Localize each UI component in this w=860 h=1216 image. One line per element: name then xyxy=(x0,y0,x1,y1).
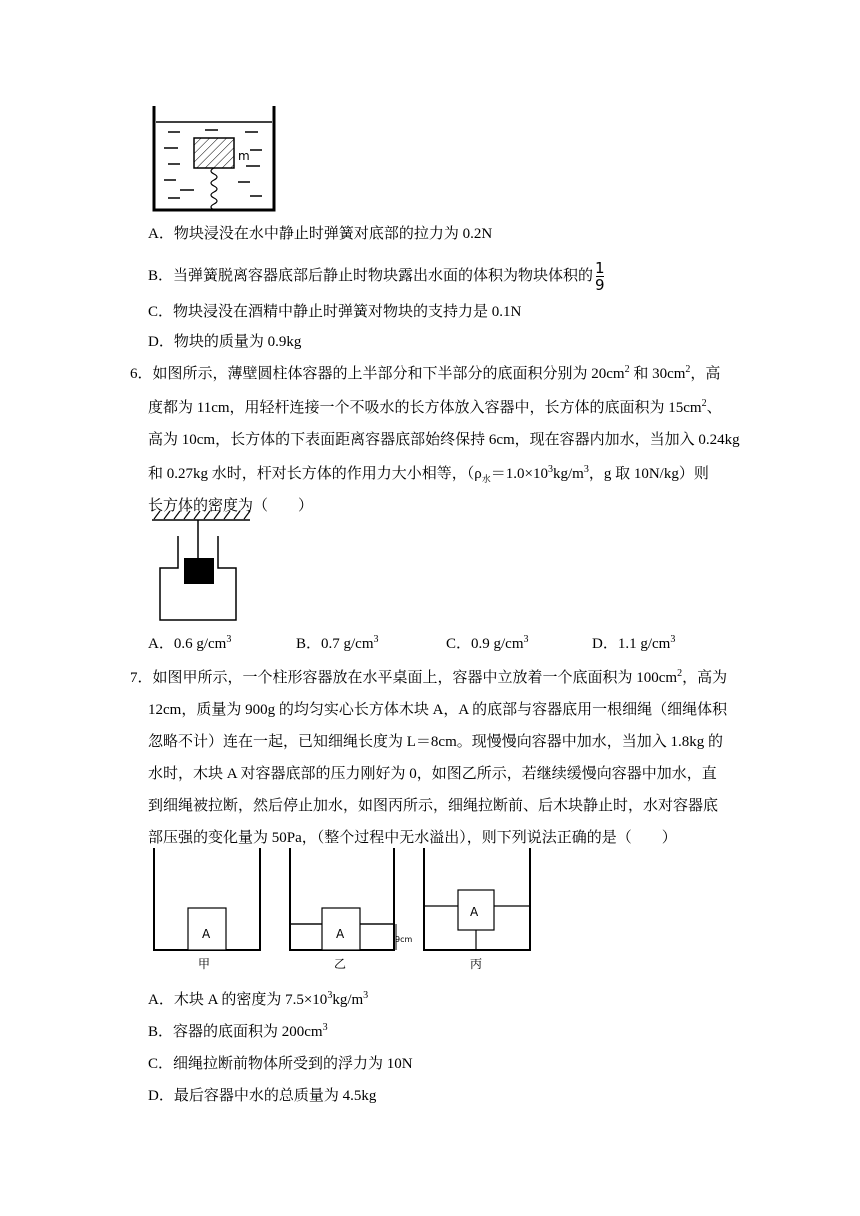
figure-q7-containers xyxy=(148,846,538,974)
q7-stem-line1: 7．如图甲所示，一个柱形容器放在水平桌面上，容器中立放着一个底面积为 $100cm^2$，高为 xyxy=(130,668,728,686)
fraction-denominator: 9 xyxy=(595,276,605,294)
q6-stem-line1: 6．如图所示，薄壁圆柱体容器的上半部分和下半部分的底面积分别为 $20cm^2$ 和 $30cm^2$，高 xyxy=(130,364,721,382)
q7-stem-line6: 部压强的变化量为 50Pa，（整个过程中无水溢出），则下列说法正确的是（ ） xyxy=(148,830,677,846)
dimension-label: 9cm xyxy=(395,935,413,944)
figure-q6-container-rod xyxy=(148,508,258,628)
q5-option-d: D．物块的质量为 0.9kg xyxy=(148,334,302,350)
q6-option-b: B．0.7 $g/cm^3$ xyxy=(296,634,379,652)
q6-stem-line5: 长方体的密度为（ ） xyxy=(148,498,314,514)
mass-label: m xyxy=(238,149,250,163)
q5-option-a: A．物块浸没在水中静止时弹簧对底部的拉力为 0.2N xyxy=(148,226,493,242)
block-label-bing: A xyxy=(470,905,479,919)
q7-stem-line5: 到细绳被拉断，然后停止加水，如图丙所示，细绳拉断前、后木块静止时，水对容器底 xyxy=(148,798,719,814)
q5-option-c: C．物块浸没在酒精中静止时弹簧对物块的支持力是 0.1N xyxy=(148,304,522,320)
q5-option-b xyxy=(148,260,605,293)
label-yi: 乙 xyxy=(334,957,347,971)
q6-stem-line2: 度都为 11cm，用轻杆连接一个不吸水的长方体放入容器中，长方体的底面积为 $15cm^2$、 xyxy=(148,398,722,416)
q6-option-d: D．1.1 $g/cm^3$ xyxy=(592,634,676,652)
q7-stem-line3: 忽略不计）连在一起，已知细绳长度为 L＝8cm。现慢慢向容器中加水，当加入 1.8kg 的 xyxy=(148,734,723,750)
q7-stem-line2: 12cm，质量为 900g 的均匀实心长方体木块 A，A 的底部与容器底用一根细绳（细绳体积 xyxy=(148,702,728,718)
q5-option-b-text: B．当弹簧脱离容器底部后静止时物块露出水面的体积为物块体积的 xyxy=(148,267,594,284)
q6-option-c: C．0.9 $g/cm^3$ xyxy=(446,634,529,652)
block-label-yi: A xyxy=(336,927,345,941)
q6-option-a: A．0.6 $g/cm^3$ xyxy=(148,634,232,652)
label-bing: 丙 xyxy=(470,957,483,971)
q7-option-d: D．最后容器中水的总质量为 4.5kg xyxy=(148,1088,377,1104)
q7-stem-line4: 水时，木块 A 对容器底部的压力刚好为 0，如图乙所示，若继续缓慢向容器中加水，直 xyxy=(148,766,717,782)
fraction xyxy=(595,260,605,293)
fraction-numerator: 1 xyxy=(595,259,605,277)
label-jia: 甲 xyxy=(198,957,211,971)
q7-option-b: B．容器的底面积为 $200cm^3$ xyxy=(148,1022,328,1040)
q7-option-a: A．木块 A 的密度为 $7.5\times 10^3kg/m^3$ xyxy=(148,990,369,1008)
block-label-jia: A xyxy=(202,927,211,941)
q6-stem-line3: 高为 10cm，长方体的下表面距离容器底部始终保持 6cm，现在容器内加水，当加入 0.24kg xyxy=(148,432,740,448)
q7-option-c: C．细绳拉断前物体所受到的浮力为 10N xyxy=(148,1056,413,1072)
figure-q5-spring-container xyxy=(150,104,280,214)
q6-stem-line4: 和 0.27kg 水时，杆对长方体的作用力大小相等，（$\rho_水=1.0\times 10^3kg/m^3$，g 取 10N/kg）则 xyxy=(148,464,709,484)
